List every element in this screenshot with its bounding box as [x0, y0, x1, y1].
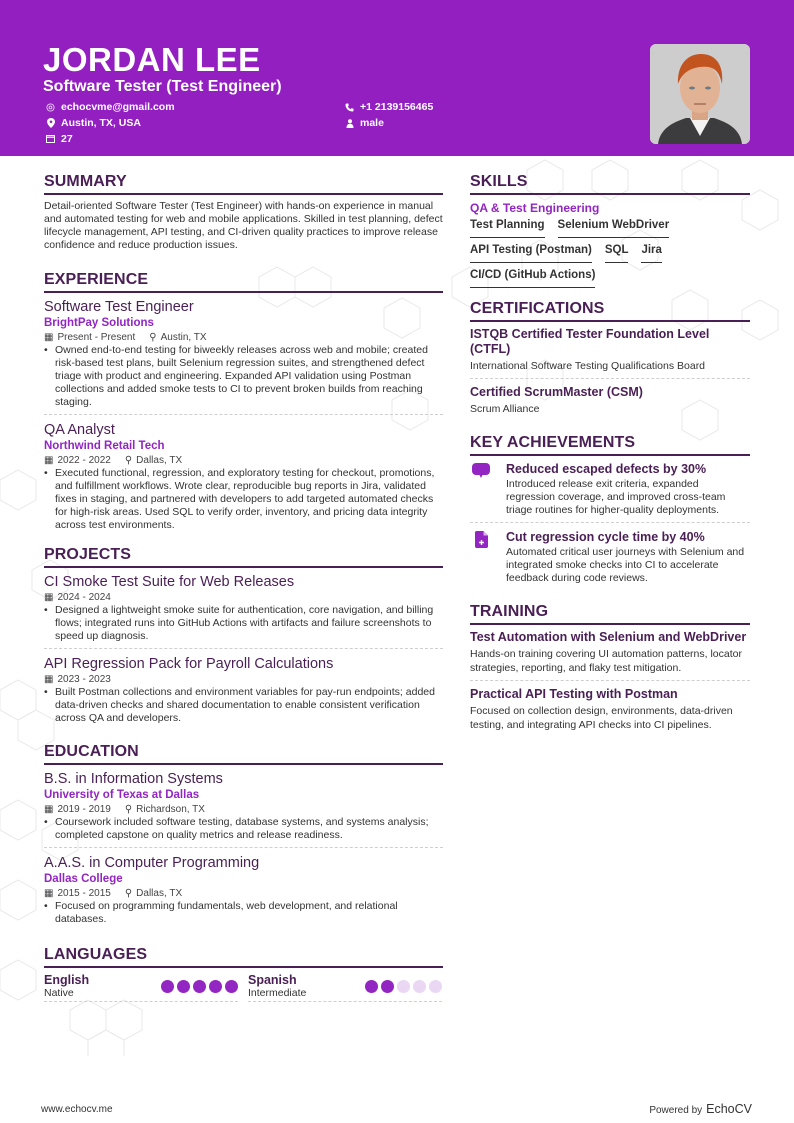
achievements-section: [470, 433, 750, 590]
education-section: [44, 742, 443, 931]
skill-tag: Test Planning: [470, 217, 545, 238]
skill-tag: CI/CD (GitHub Actions): [470, 267, 595, 288]
training-description: Focused on collection design, environments, data-driven testing, and integrating API checks into CI pipelines.: [470, 705, 733, 731]
projects-heading: PROJECTS: [44, 545, 443, 568]
contact-age: [46, 132, 73, 146]
contact-phone[interactable]: [345, 100, 433, 114]
experience-company: Northwind Retail Tech: [44, 440, 165, 452]
education-bullet-text: Coursework included software testing, database systems, and systems analysis; completed capstone on quality metrics and release readiness.: [55, 816, 429, 841]
achievement-description: Automated critical user journeys with Selenium and integrated smoke checks into CI to accelerate feedback during code reviews.: [506, 546, 745, 584]
file-plus-icon: [470, 529, 492, 585]
proficiency-dot-filled: [381, 980, 394, 993]
calendar-icon: ▦: [44, 592, 54, 603]
experience-bullet-text: Owned end-to-end testing for biweekly releases across web and mobile; created risk-based test plans, built Selenium regression suites, and strengthened defect triage with product and engineering. Expanded API validation using Postman collections and added smoke tests to CI to prevent broken builds from reaching staging.: [55, 344, 428, 408]
education-entry: [44, 770, 443, 848]
right-column: [470, 172, 750, 737]
proficiency-dot-empty: [429, 980, 442, 993]
project-meta: [44, 673, 443, 686]
training-name: Test Automation with Selenium and WebDriver: [470, 630, 747, 644]
age-text: 27: [61, 133, 73, 145]
project-bullet-text: Built Postman collections and environment variables for pay-run endpoints; added data-driven checks and shared documentation to enable consistent verification across QA and developers.: [55, 686, 435, 724]
experience-dates: Present - Present: [57, 332, 136, 343]
project-name: API Regression Pack for Payroll Calculations: [44, 656, 334, 672]
map-pin-icon: ⚲: [124, 455, 133, 466]
experience-entry: [44, 298, 443, 415]
language-level: Native: [44, 987, 74, 999]
calendar-icon: ▦: [44, 888, 54, 899]
skill-tag: Selenium WebDriver: [558, 217, 670, 238]
certification-issuer: Scrum Alliance: [470, 403, 540, 415]
education-meta: [44, 887, 443, 900]
proficiency-dots: [365, 980, 442, 993]
achievement-title: Cut regression cycle time by 40%: [506, 530, 705, 544]
experience-role: Software Test Engineer: [44, 299, 194, 315]
project-dates: 2024 - 2024: [57, 592, 111, 603]
calendar-icon: ▦: [44, 332, 54, 343]
experience-bullet: • Executed functional, regression, and exploratory testing for checkout, promotions, and fulfillment workflows. Wrote clear, reproducible bug reports in Jira, validated fixes in staging, and partnered with developers to add targeted automated checks for high-risk areas. Used SQL to verify order, inventory, and pricing data integrity across test environments.: [44, 467, 443, 532]
education-degree: A.A.S. in Computer Programming: [44, 855, 260, 871]
brand-name: EchoCV: [706, 1102, 752, 1116]
summary-heading: SUMMARY: [44, 172, 443, 195]
experience-location: Austin, TX: [160, 332, 207, 343]
project-dates: 2023 - 2023: [57, 674, 111, 685]
left-column: [44, 172, 443, 1002]
phone-text: +1 2139156465: [360, 101, 434, 113]
map-pin-icon: ⚲: [149, 332, 157, 343]
skill-tag: Jira: [641, 242, 661, 263]
skill-group-title: QA & Test Engineering: [470, 201, 600, 215]
proficiency-dot-filled: [209, 980, 222, 993]
project-entry: [44, 573, 443, 649]
training-description: Hands-on training covering UI automation patterns, locator strategies, reporting, and flaky test mitigation.: [470, 648, 742, 674]
candidate-name: JORDAN LEE: [43, 41, 261, 78]
calendar-icon: ▦: [44, 804, 54, 815]
achievements-heading: KEY ACHIEVEMENTS: [470, 433, 750, 456]
language-item: [44, 973, 238, 1002]
education-bullet: • Coursework included software testing, database systems, and systems analysis; completed capstone on quality metrics and release readiness.: [44, 816, 443, 842]
email-text: echocvme@gmail.com: [61, 101, 175, 113]
job-title: Software Tester (Test Engineer): [43, 78, 282, 95]
experience-section: [44, 270, 443, 537]
education-bullet: • Focused on programming fundamentals, web development, and relational databases.: [44, 900, 443, 926]
languages-list: [44, 973, 443, 1002]
profile-photo: [650, 44, 750, 144]
certifications-section: [470, 299, 750, 421]
contact-location: [46, 116, 141, 130]
map-pin-icon: ⚲: [124, 888, 133, 899]
project-bullet: • Built Postman collections and environment variables for pay-run endpoints; added data-driven checks and shared documentation to enable consistent verification across QA and developers.: [44, 686, 443, 725]
language-level: Intermediate: [248, 987, 307, 999]
training-name: Practical API Testing with Postman: [470, 687, 678, 701]
proficiency-dot-filled: [225, 980, 238, 993]
experience-location: Dallas, TX: [136, 455, 183, 466]
map-pin-icon: ⚲: [124, 804, 133, 815]
location-text: Austin, TX, USA: [61, 117, 141, 129]
languages-heading: LANGUAGES: [44, 945, 443, 968]
education-location: Dallas, TX: [136, 888, 183, 899]
at-sign-icon: [46, 103, 55, 112]
project-meta: [44, 591, 443, 604]
contact-email[interactable]: [46, 100, 175, 114]
experience-heading: EXPERIENCE: [44, 270, 443, 293]
contact-gender: [345, 116, 384, 130]
project-bullet-text: Designed a lightweight smoke suite for authentication, core navigation, and billing flows; integrated runs into GitHub Actions with artifacts and failure screenshots to speed up diagnosis.: [55, 604, 434, 642]
education-dates: 2019 - 2019: [57, 804, 111, 815]
education-entry: [44, 854, 443, 931]
proficiency-dot-filled: [177, 980, 190, 993]
certification-entry: [470, 385, 750, 421]
certification-entry: [470, 327, 750, 379]
map-pin-icon: [46, 119, 55, 128]
project-name: CI Smoke Test Suite for Web Releases: [44, 574, 295, 590]
summary-text: Detail-oriented Software Tester (Test Engineer) with hands-on experience in manual and automated testing for web and mobile applications. Skilled in test planning, defect lifecycle management, API testing, and CI-driven quality practices to improve release confidence and reduce production issues.: [44, 200, 443, 251]
education-location: Richardson, TX: [136, 804, 205, 815]
education-heading: EDUCATION: [44, 742, 443, 765]
phone-icon: [345, 103, 354, 112]
proficiency-dot-filled: [193, 980, 206, 993]
gender-text: male: [360, 117, 384, 129]
proficiency-dot-filled: [161, 980, 174, 993]
project-entry: [44, 655, 443, 730]
achievement-entry: [470, 461, 750, 523]
skill-tag: SQL: [605, 242, 629, 263]
footer-powered-by[interactable]: [649, 1102, 752, 1116]
experience-bullet-text: Executed functional, regression, and exploratory testing for checkout, promotions, and fulfillment workflows. Wrote clear, reproducible bug reports in Jira, validated fixes in staging, and partnered with developers to add targeted automated checks for high-risk areas. Used SQL to verify order, inventory, and pricing data integrity across test environments.: [55, 467, 435, 531]
skill-tag: API Testing (Postman): [470, 242, 592, 263]
experience-dates: 2022 - 2022: [57, 455, 111, 466]
education-bullet-text: Focused on programming fundamentals, web development, and relational databases.: [55, 900, 398, 925]
languages-section: [44, 945, 443, 1002]
proficiency-dot-empty: [397, 980, 410, 993]
language-item: [248, 973, 442, 1002]
language-name: Spanish: [248, 973, 297, 987]
footer-website-link[interactable]: www.echocv.me: [41, 1104, 113, 1115]
projects-section: [44, 545, 443, 730]
certification-issuer: International Software Testing Qualifications Board: [470, 360, 706, 372]
project-bullet: • Designed a lightweight smoke suite for authentication, core navigation, and billing flows; integrated runs into GitHub Actions with artifacts and failure screenshots to speed up diagnosis.: [44, 604, 443, 643]
experience-entry: [44, 421, 443, 537]
training-section: [470, 602, 750, 737]
experience-role: QA Analyst: [44, 422, 115, 438]
skills-heading: SKILLS: [470, 172, 750, 195]
proficiency-dot-filled: [365, 980, 378, 993]
certifications-heading: CERTIFICATIONS: [470, 299, 750, 322]
speech-bubble-icon: [470, 461, 492, 517]
achievement-entry: [470, 529, 750, 590]
proficiency-dots: [161, 980, 238, 993]
education-meta: [44, 803, 443, 816]
skill-tags: [470, 217, 750, 288]
training-heading: TRAINING: [470, 602, 750, 625]
language-name: English: [44, 973, 90, 987]
education-school: Dallas College: [44, 873, 123, 885]
achievement-description: Introduced release exit criteria, expanded regression coverage, and improved cross-team triage routines for higher-quality deployments.: [506, 478, 726, 516]
powered-by-label: Powered by: [649, 1105, 703, 1116]
experience-company: BrightPay Solutions: [44, 317, 154, 329]
summary-section: [44, 172, 443, 252]
person-icon: [345, 119, 354, 128]
experience-bullet: • Owned end-to-end testing for biweekly releases across web and mobile; created risk-based test plans, built Selenium regression suites, and strengthened defect triage with product and engineering. Expanded API validation using Postman collections and added smoke tests to CI to prevent broken builds from reaching staging.: [44, 344, 443, 409]
education-dates: 2015 - 2015: [57, 888, 111, 899]
training-entry: [470, 630, 750, 681]
proficiency-dot-empty: [413, 980, 426, 993]
education-degree: B.S. in Information Systems: [44, 771, 223, 787]
certification-name: Certified ScrumMaster (CSM): [470, 385, 643, 399]
calendar-icon: [46, 135, 55, 144]
achievement-title: Reduced escaped defects by 30%: [506, 462, 707, 476]
certification-name: ISTQB Certified Tester Foundation Level (CTFL): [470, 327, 710, 356]
resume-header: [0, 0, 794, 156]
experience-meta: [44, 454, 443, 467]
calendar-icon: ▦: [44, 455, 54, 466]
calendar-icon: ▦: [44, 674, 54, 685]
education-school: University of Texas at Dallas: [44, 789, 200, 801]
training-entry: [470, 687, 750, 737]
skills-section: [470, 172, 750, 288]
experience-meta: [44, 331, 443, 344]
